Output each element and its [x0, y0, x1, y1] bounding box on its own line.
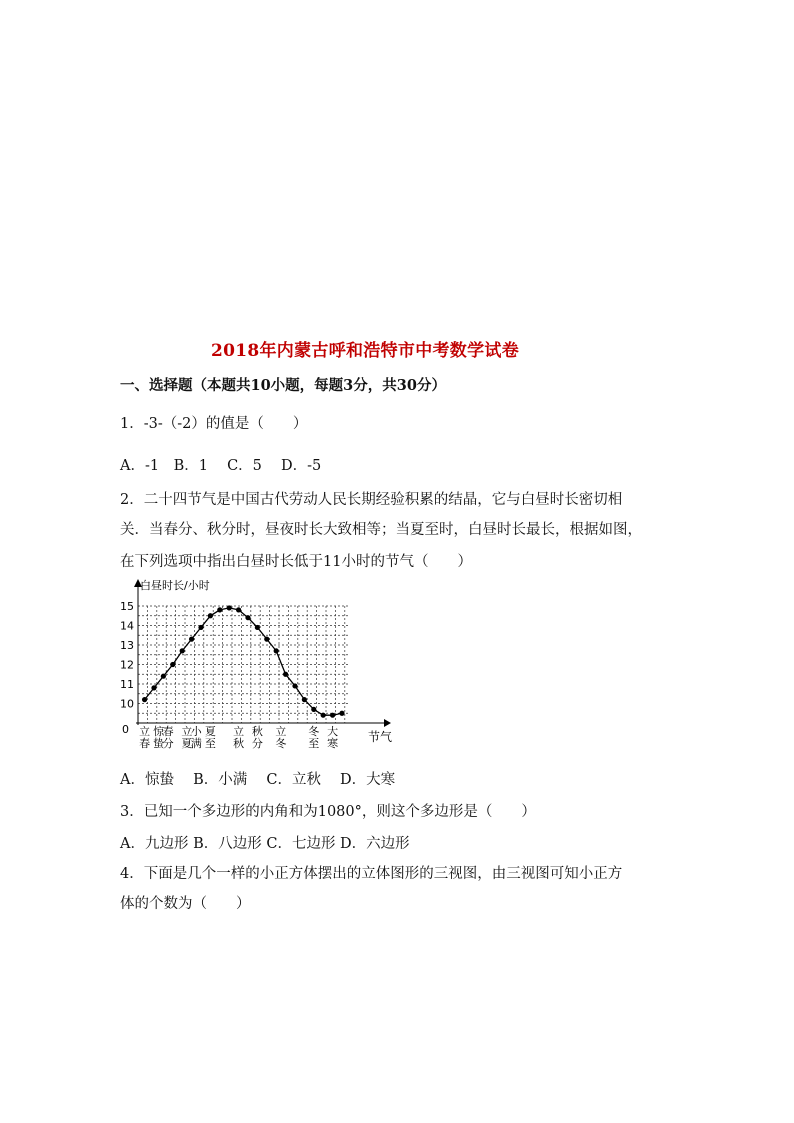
y-tick-labels	[120, 600, 134, 711]
x-tick-label: 寒	[327, 737, 339, 750]
question-2-line-3: 在下列选项中指出白昼时长低于11小时的节气（ ）	[120, 554, 472, 570]
data-point	[330, 713, 335, 718]
x-axis-label: 节气	[368, 730, 393, 744]
data-point	[339, 711, 344, 716]
x-tick-label: 秋	[233, 737, 245, 750]
data-point	[292, 683, 297, 688]
x-tick-label: 大	[327, 725, 339, 738]
question-4-line-2: 体的个数为（ ）	[120, 896, 251, 912]
data-point	[236, 607, 241, 612]
data-point	[180, 648, 185, 653]
data-point	[208, 613, 213, 618]
y-tick-label: 13	[120, 639, 134, 652]
x-tick-label: 冬	[308, 725, 320, 738]
data-point	[142, 697, 147, 702]
x-tick-labels	[139, 724, 338, 750]
data-point	[302, 697, 307, 702]
x-tick-label: 夏	[204, 725, 216, 738]
section-heading: 一、选择题（本题共10小题，每题3分，共30分）	[120, 377, 446, 394]
x-tick-label: 春	[162, 725, 174, 738]
data-point	[283, 672, 288, 677]
x-tick-label: 立	[139, 725, 151, 738]
data-point	[217, 607, 222, 612]
data-point	[311, 707, 316, 712]
y-tick-label: 12	[120, 658, 134, 672]
page-title: 2018年内蒙古呼和浩特市中考数学试卷	[210, 341, 519, 361]
question-3-stem: 3．已知一个多边形的内角和为1080°，则这个多边形是（ ）	[120, 804, 536, 820]
chart-axes	[134, 579, 391, 727]
chart-grid	[138, 606, 349, 723]
x-tick-label: 冬	[275, 737, 287, 750]
x-tick-label: 至	[308, 737, 320, 750]
x-tick-label: 至	[204, 737, 216, 750]
data-point	[255, 625, 260, 630]
x-tick-label: 春	[139, 737, 151, 750]
x-tick-label: 惊	[153, 725, 165, 738]
data-point	[151, 685, 156, 690]
x-tick-label: 小	[190, 725, 202, 738]
data-point	[198, 625, 203, 630]
data-point	[189, 637, 194, 642]
y-tick-label: 11	[120, 678, 134, 691]
daylight-chart	[118, 575, 418, 755]
y-tick-label: 14	[120, 619, 134, 633]
question-3-options: A．九边形 B．八边形 C．七边形 D．六边形	[120, 836, 410, 852]
y-tick-label: 10	[120, 697, 134, 711]
data-point	[227, 605, 232, 610]
data-point	[245, 615, 250, 620]
x-tick-label: 夏	[181, 737, 193, 750]
x-tick-label: 立	[275, 725, 287, 738]
x-tick-label: 秋	[251, 725, 263, 738]
x-tick-label: 立	[181, 725, 193, 738]
x-axis-arrow	[384, 719, 391, 727]
x-tick-label: 分	[251, 737, 263, 750]
x-tick-label: 分	[162, 737, 174, 750]
data-points	[142, 605, 345, 717]
x-tick-label: 蛰	[153, 737, 165, 750]
data-point	[170, 662, 175, 667]
question-4-line-1: 4．下面是几个一样的小正方体摆出的立体图形的三视图，由三视图可知小正方	[120, 866, 623, 882]
question-2-line-2: 关．当春分、秋分时，昼夜时长大致相等；当夏至时，白昼时长最长，根据如图，	[120, 522, 642, 538]
daylight-curve	[145, 608, 342, 715]
x-tick-label: 满	[190, 737, 202, 750]
x-tick-label: 立	[233, 725, 245, 738]
data-point	[161, 674, 166, 679]
data-point	[274, 648, 279, 653]
question-2-line-1: 2．二十四节气是中国古代劳动人民长期经验积累的结晶，它与白昼时长密切相	[120, 492, 623, 508]
data-point	[321, 713, 326, 718]
y-axis-label: 白昼时长/小时	[140, 579, 210, 592]
origin-label: 0	[122, 723, 129, 736]
y-tick-label: 15	[120, 600, 134, 613]
question-2-options: A．惊蛰 B．小满 C．立秋 D．大寒	[120, 772, 396, 788]
data-point	[264, 637, 269, 642]
question-1-stem: 1．-3-（-2）的值是（ ）	[120, 416, 308, 432]
question-1-options: A．-1 B．1 C．5 D．-5	[120, 458, 322, 474]
